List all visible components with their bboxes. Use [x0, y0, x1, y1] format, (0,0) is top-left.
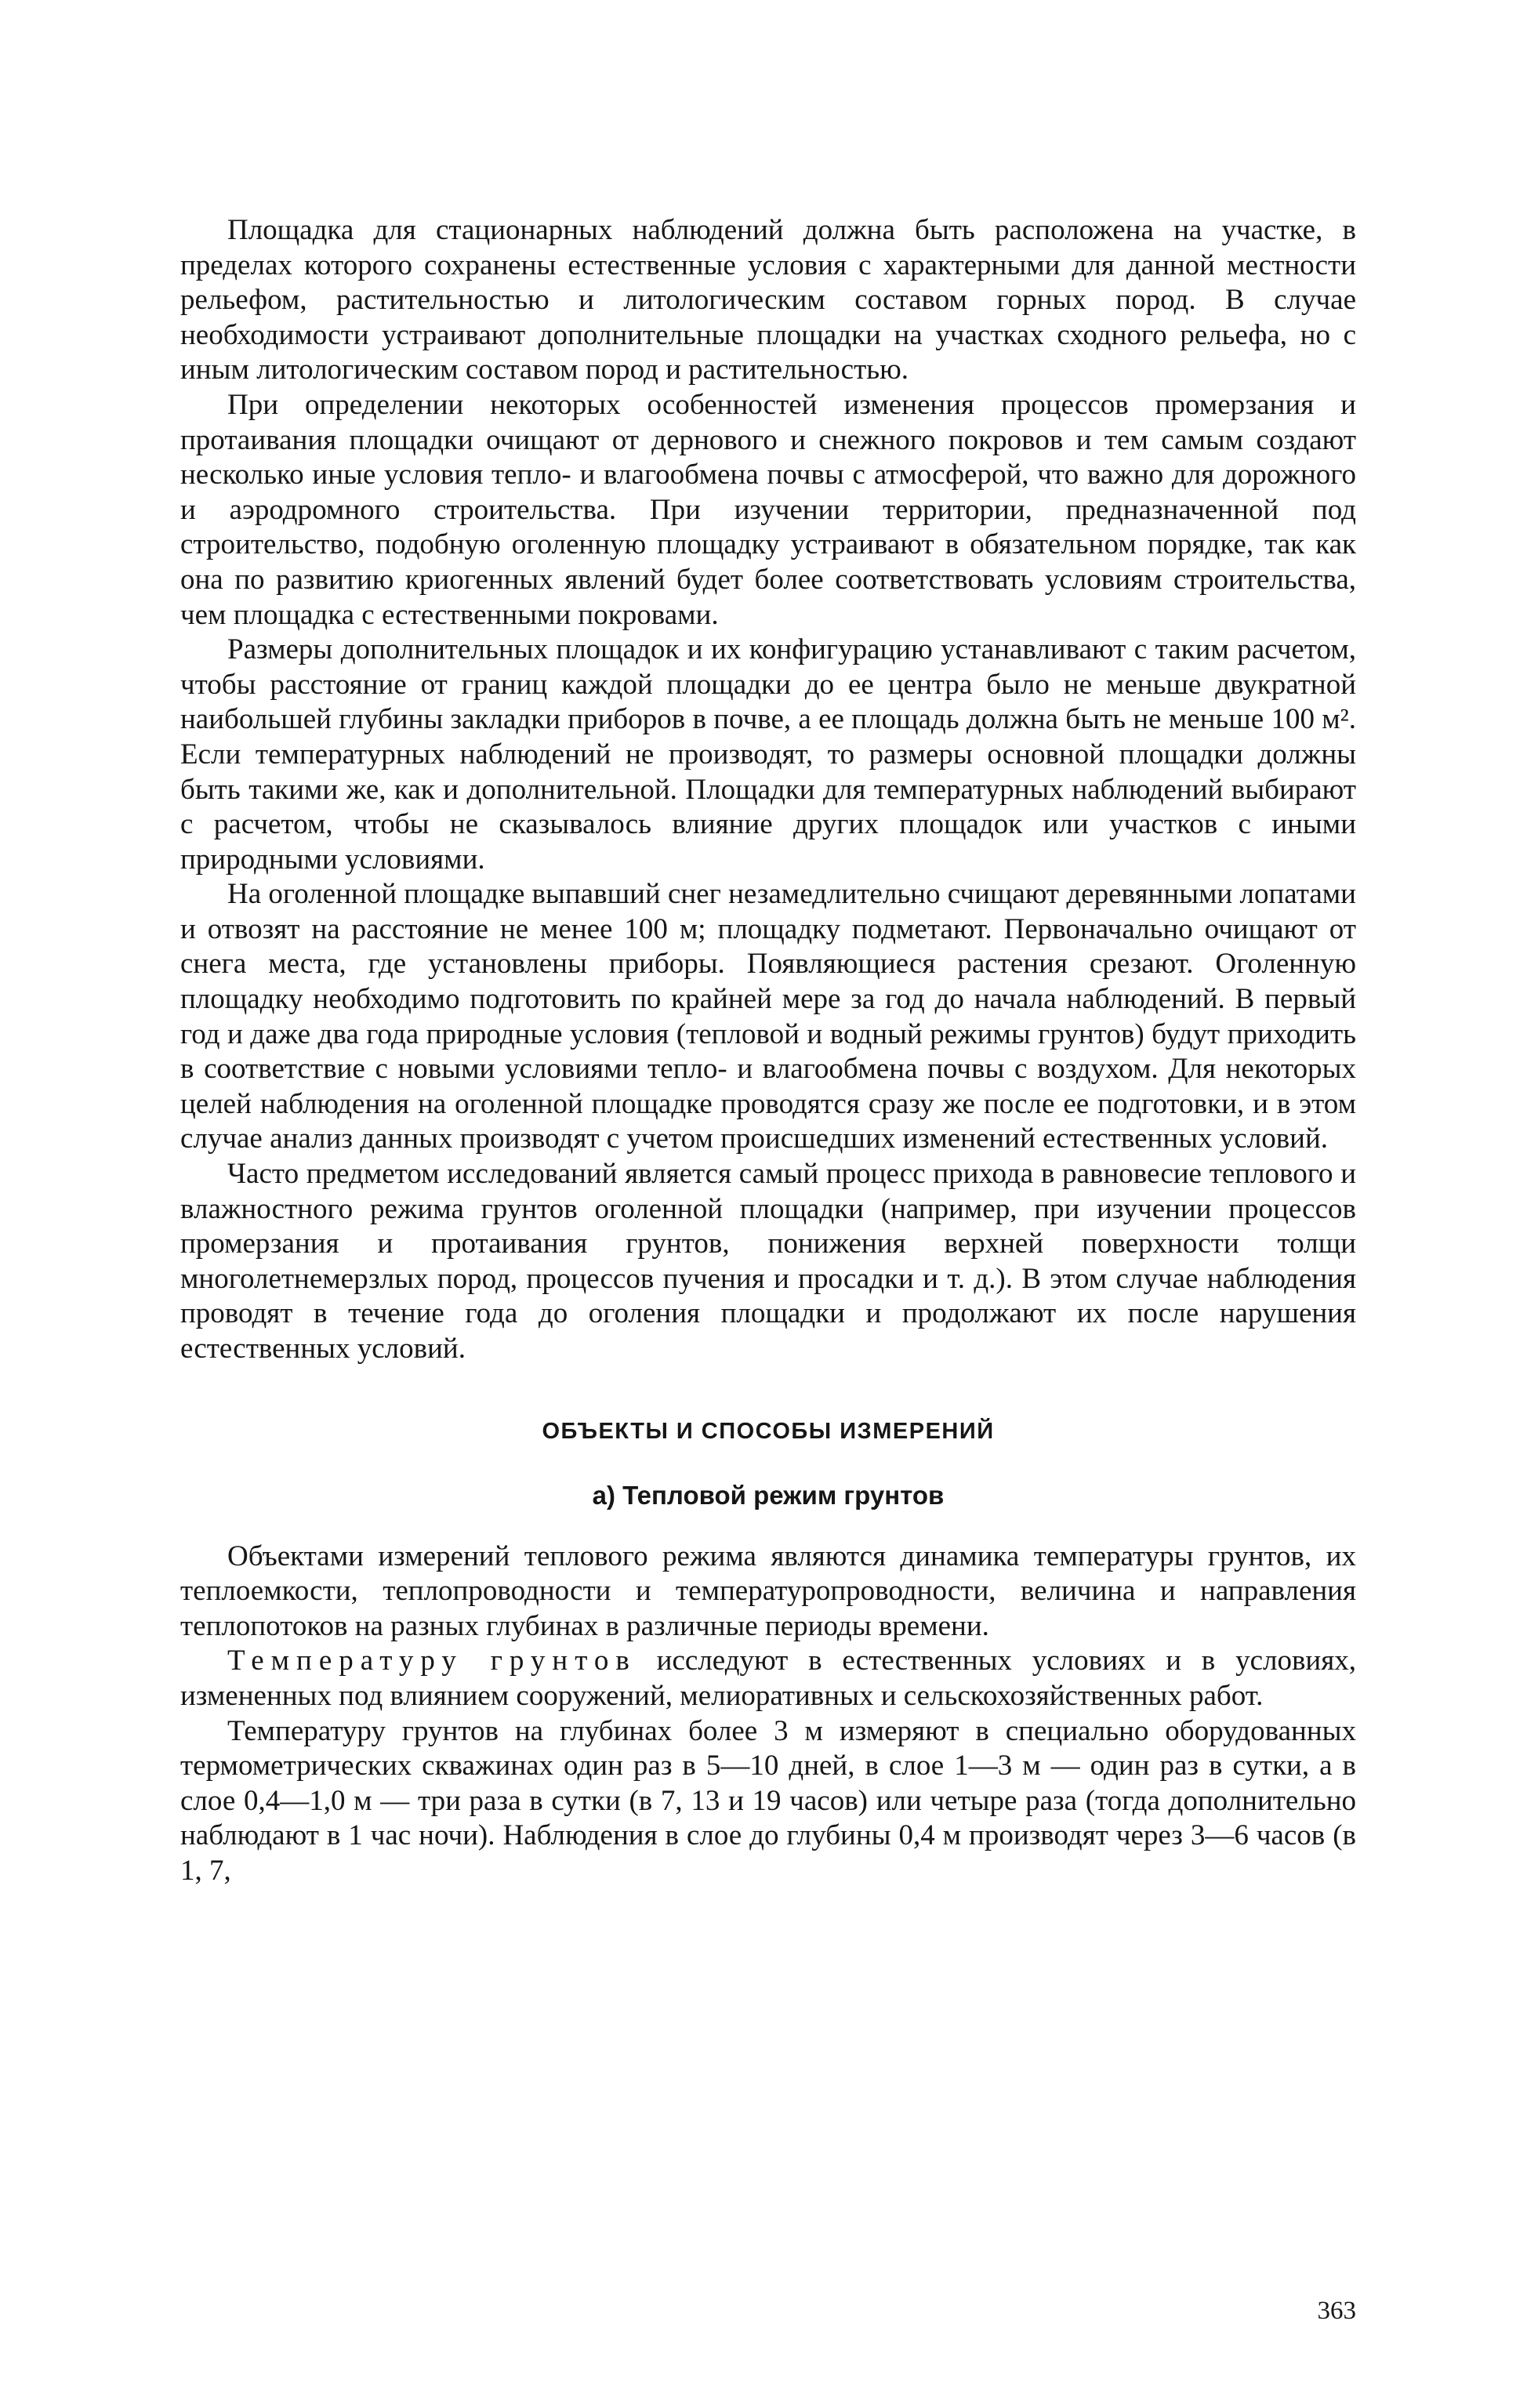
paragraph-site-location: Площадка для стационарных наблюдений должна быть расположена на участке, в пределах которого сохранены естественные условия с характерными для данной местности рельефом, растительностью и литологическим составом горных пород. В случае необходимости устраивают дополнительные площадки на участках сходного рельефа, но с иным литологическим составом пород и растительностью.	[180, 214, 1356, 386]
paragraph-snow-removal: На оголенной площадке выпавший снег незамедлительно счищают деревянными лопатами и отвозят на расстояние не менее 100 м; площадку подметают. Первоначально очищают от снега места, где установлены приборы. Появляющиеся растения срезают. Оголенную площадку необходимо подготовить по крайней мере за год до начала наблюдений. В первый год и даже два года природные условия (тепловой и водный режимы грунтов) будут приходить в соответствие с новыми условиями тепло- и влагообмена почвы с воздухом. Для некоторых целей наблюдения на оголенной площадке проводятся сразу же после ее подготовки, и в этом случае анализ данных производят с учетом происшедших изменений естественных условий.	[180, 878, 1356, 1155]
paragraph-equilibrium-process: Часто предметом исследований является самый процесс прихода в равновесие теплового и влажностного режима грунтов оголенной площадки (например, при изучении процессов промерзания и протаивания грунтов, понижения верхней поверхности толщи многолетнемерзлых пород, процессов пучения и просадки и т. д.). В этом случае наблюдения проводят в течение года до оголения площадки и продолжают их после нарушения естественных условий.	[180, 1158, 1356, 1365]
page-number: 363	[1317, 2297, 1356, 2325]
paragraph-cleared-site: При определении некоторых особенностей изменения процессов промерзания и протаивания площадки очищают от дернового и снежного покровов и тем самым создают несколько иные условия тепло- и влагообмена почвы с атмосферой, что важно для дорожного и аэродромного строительства. При изучении территории, предназначенной под строительство, подобную оголенную площадку устраивают в обязательном порядке, так как она по развитию криогенных явлений будет более соответствовать условиям строительства, чем площадка с естественными покровами.	[180, 388, 1356, 631]
section-heading: ОБЪЕКТЫ И СПОСОБЫ ИЗМЕРЕНИЙ	[542, 1418, 995, 1444]
paragraph-measurement-schedule: Температуру грунтов на глубинах более 3 м измеряют в специально оборудованных термометрических скважинах один раз в 5—10 дней, в слое 1—3 м — один раз в сутки, а в слое 0,4—1,0 м — три раза в сутки (в 7, 13 и 19 часов) или четыре раза (тогда дополнительно наблюдают в 1 час ночи). Наблюдения в слое до глубины 0,4 м производят через 3—6 часов (в 1, 7,	[180, 1714, 1356, 1887]
subsection-heading: а) Тепловой режим грунтов	[592, 1480, 945, 1510]
paragraph-soil-temperature-text: исследуют в естественных условиях и в условиях, измененных под влиянием сооружений, мелиоративных и сельскохозяйственных работ.	[180, 1645, 1356, 1712]
paragraph-site-dimensions: Размеры дополнительных площадок и их конфигурацию устанавливают с таким расчетом, чтобы расстояние от границ каждой площадки до ее центра было не меньше двукратной наибольшей глубины закладки приборов в почве, а ее площадь должна быть не меньше 100 м². Если температурных наблюдений не производят, то размеры основной площадки должны быть такими же, как и дополнительной. Площадки для температурных наблюдений выбирают с расчетом, чтобы не сказывалось влияние других площадок или участков с иными природными условиями.	[180, 633, 1356, 876]
page-body	[180, 213, 1356, 1889]
paragraph-measurement-objects: Объектами измерений теплового режима являются динамика температуры грунтов, их теплоемкости, теплопроводности и температуропроводности, величина и направления теплопотоков на разных глубинах в различные периоды времени.	[180, 1539, 1356, 1642]
spaced-term: Температуру грунтов	[227, 1645, 637, 1677]
paragraph-soil-temperature	[180, 1644, 1356, 1714]
